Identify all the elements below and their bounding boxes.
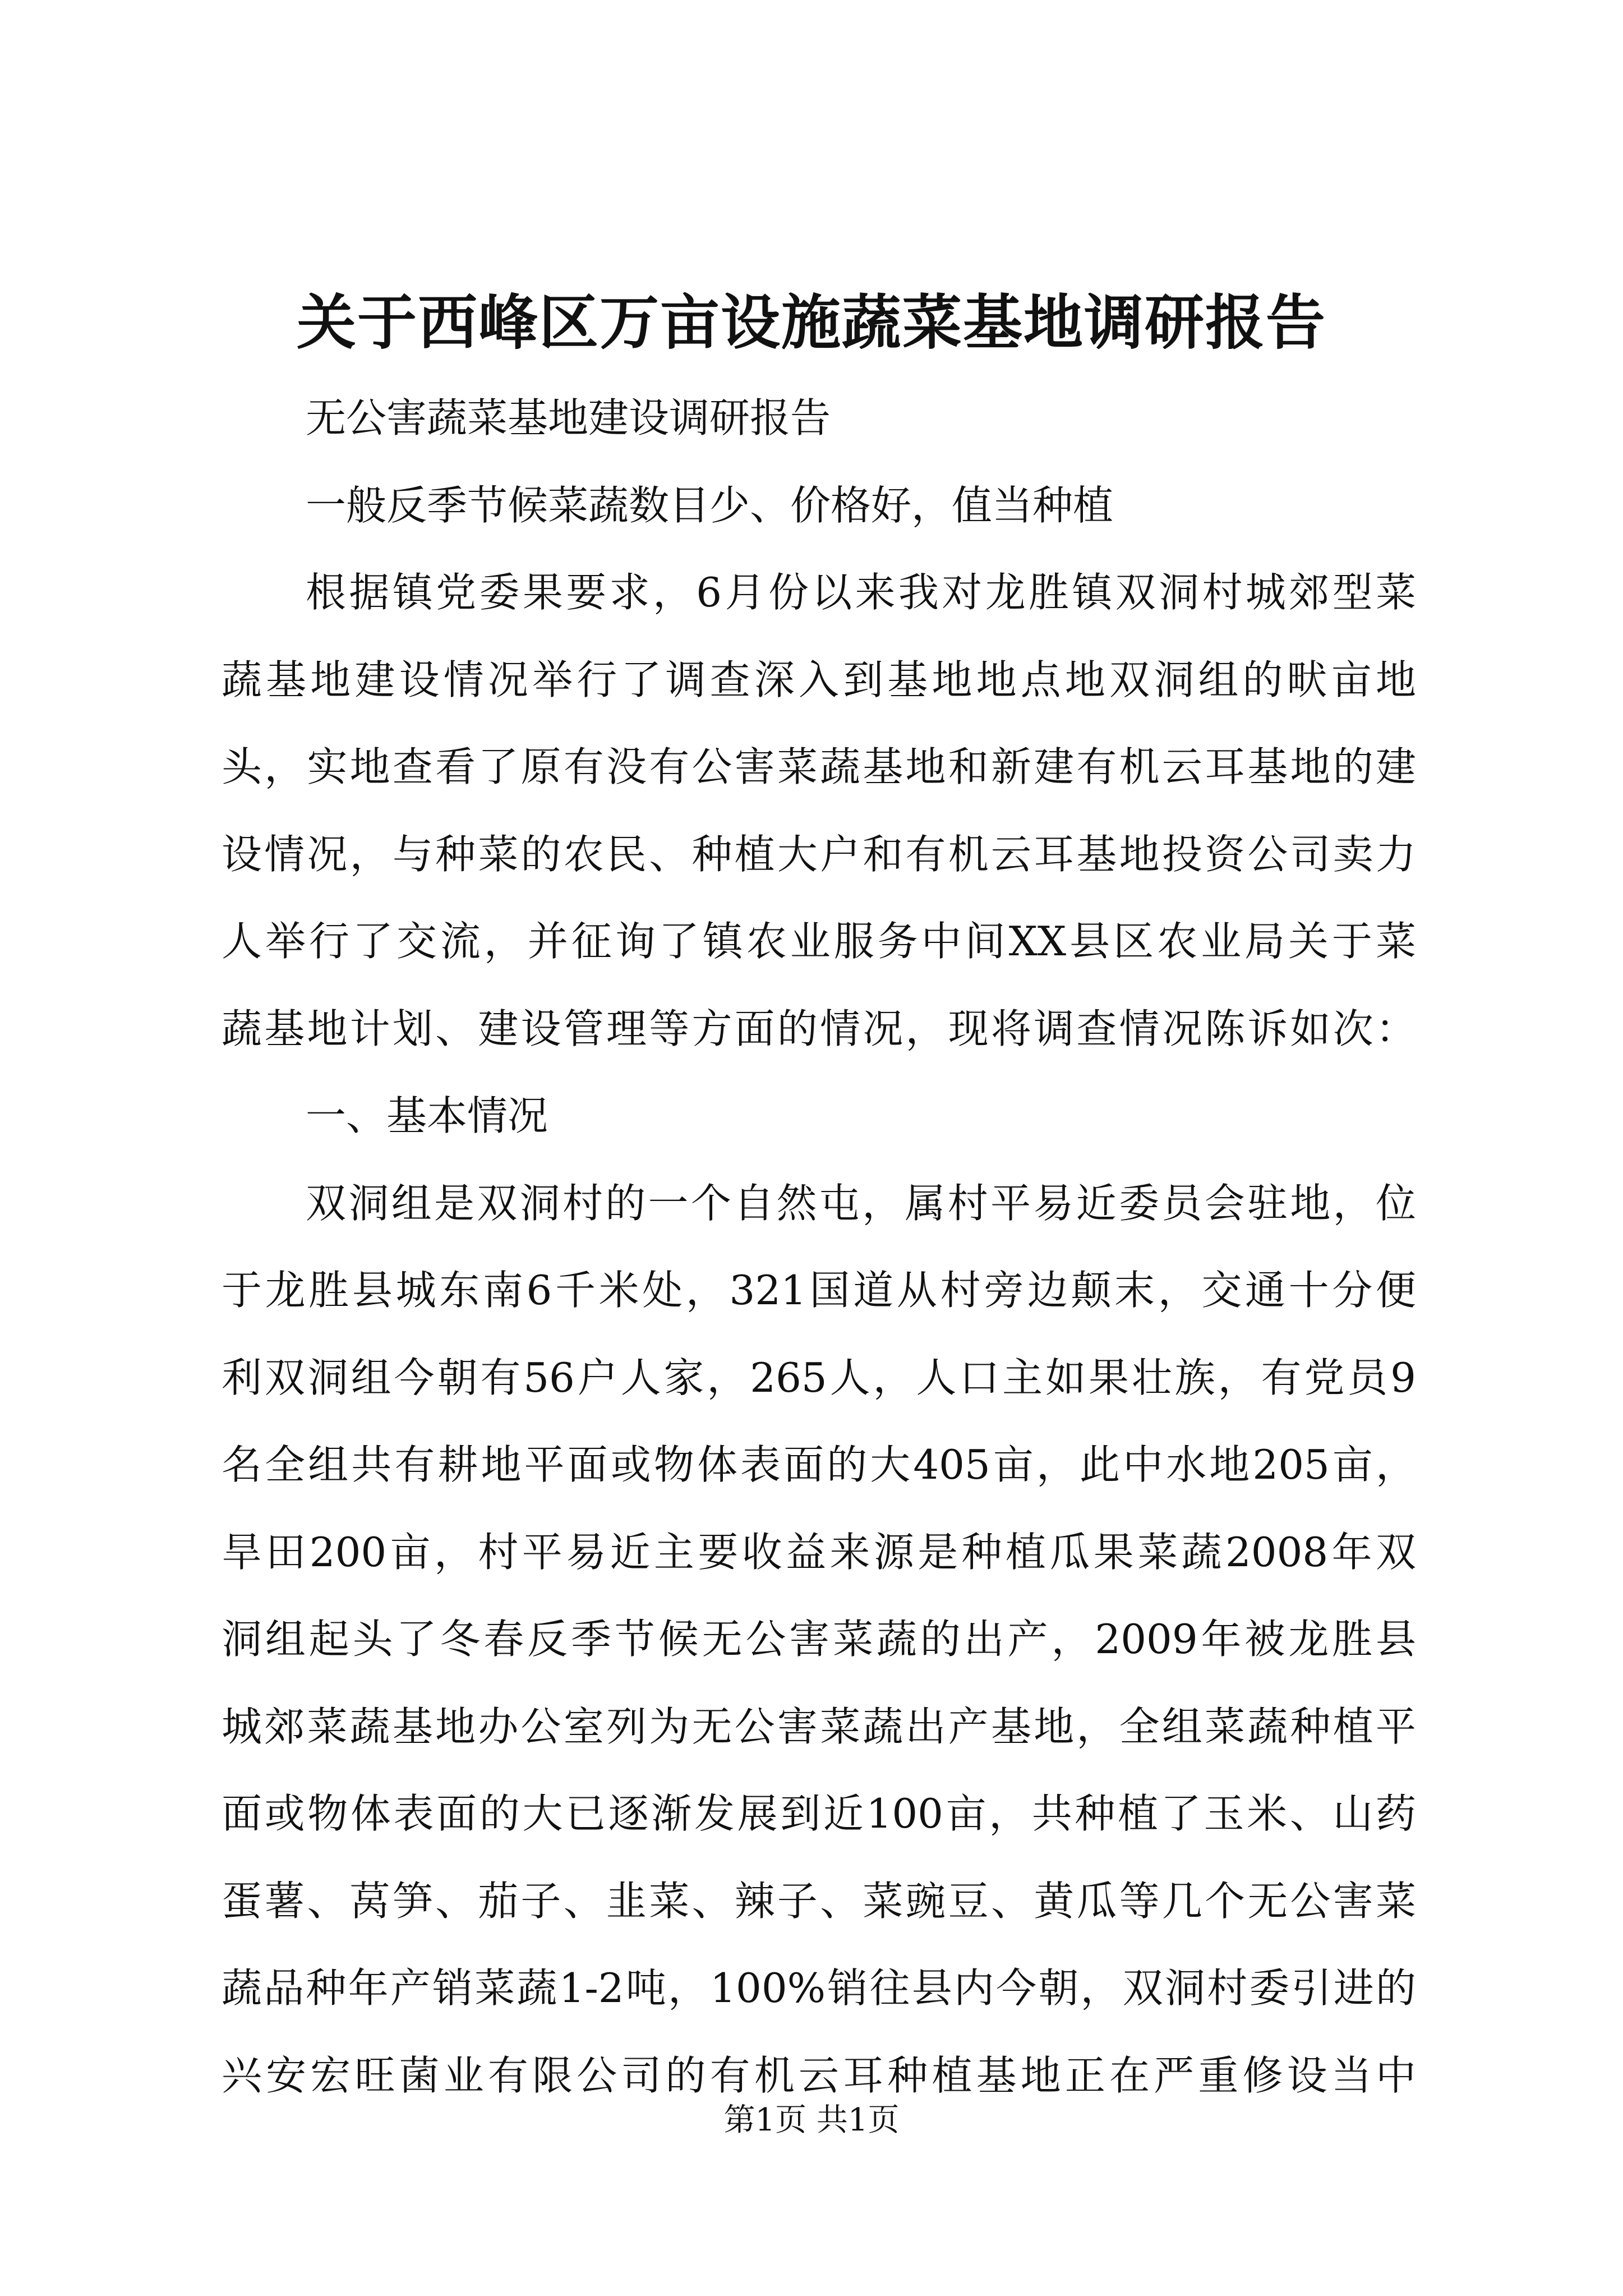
body-line: 蔬基地计划、建设管理等方面的情况，现将调查情况陈诉如次：: [222, 1005, 1416, 1052]
body-line: 面或物体表面的大已逐渐发展到近100亩，共种植了玉米、山药: [222, 1790, 1416, 1837]
body-line: 根据镇党委果要求，6月份以来我对龙胜镇双洞村城郊型菜: [306, 569, 1416, 616]
body-line: 利双洞组今朝有56户人家，265人，人口主如果壮族，有党员9: [222, 1354, 1416, 1401]
body-line: 双洞组是双洞村的一个自然屯，属村平易近委员会驻地，位: [306, 1179, 1416, 1227]
page-footer: 第1页 共1页: [723, 2102, 900, 2138]
body-line: 无公害蔬菜基地建设调研报告: [306, 394, 831, 441]
body-line: 城郊菜蔬基地办公室列为无公害菜蔬出产基地，全组菜蔬种植平: [222, 1703, 1416, 1750]
body-line: 旱田200亩，村平易近主要收益来源是种植瓜果菜蔬2008年双: [222, 1528, 1416, 1576]
body-line: 一、基本情况: [306, 1092, 548, 1139]
body-line: 蛋薯、莴笋、茄子、韭菜、辣子、菜豌豆、黄瓜等几个无公害菜: [222, 1877, 1416, 1925]
body-line: 名全组共有耕地平面或物体表面的大405亩，此中水地205亩，: [222, 1441, 1416, 1488]
body-line: 头，实地查看了原有没有公害菜蔬基地和新建有机云耳基地的建: [222, 743, 1416, 790]
body-line: 蔬基地建设情况举行了调查深入到基地地点地双洞组的畎亩地: [222, 656, 1416, 703]
body-line: 一般反季节候菜蔬数目少、价格好，值当种植: [306, 481, 1114, 529]
document-title: 关于西峰区万亩设施蔬菜基地调研报告: [297, 287, 1326, 357]
body-line: 洞组起头了冬春反季节候无公害菜蔬的出产，2009年被龙胜县: [222, 1616, 1416, 1663]
body-line: 于龙胜县城东南6千米处，321国道从村旁边颠末，交通十分便: [222, 1267, 1416, 1314]
body-line: 蔬品种年产销菜蔬1-2吨，100%销往县内今朝，双洞村委引进的: [222, 1964, 1416, 2012]
body-line: 兴安宏旺菌业有限公司的有机云耳种植基地正在严重修设当中: [222, 2051, 1416, 2099]
document-body: [222, 375, 1416, 2119]
body-line: 人举行了交流，并征询了镇农业服务中间XX县区农业局关于菜: [222, 918, 1416, 965]
body-line: 设情况，与种菜的农民、种植大户和有机云耳基地投资公司卖力: [222, 830, 1416, 878]
